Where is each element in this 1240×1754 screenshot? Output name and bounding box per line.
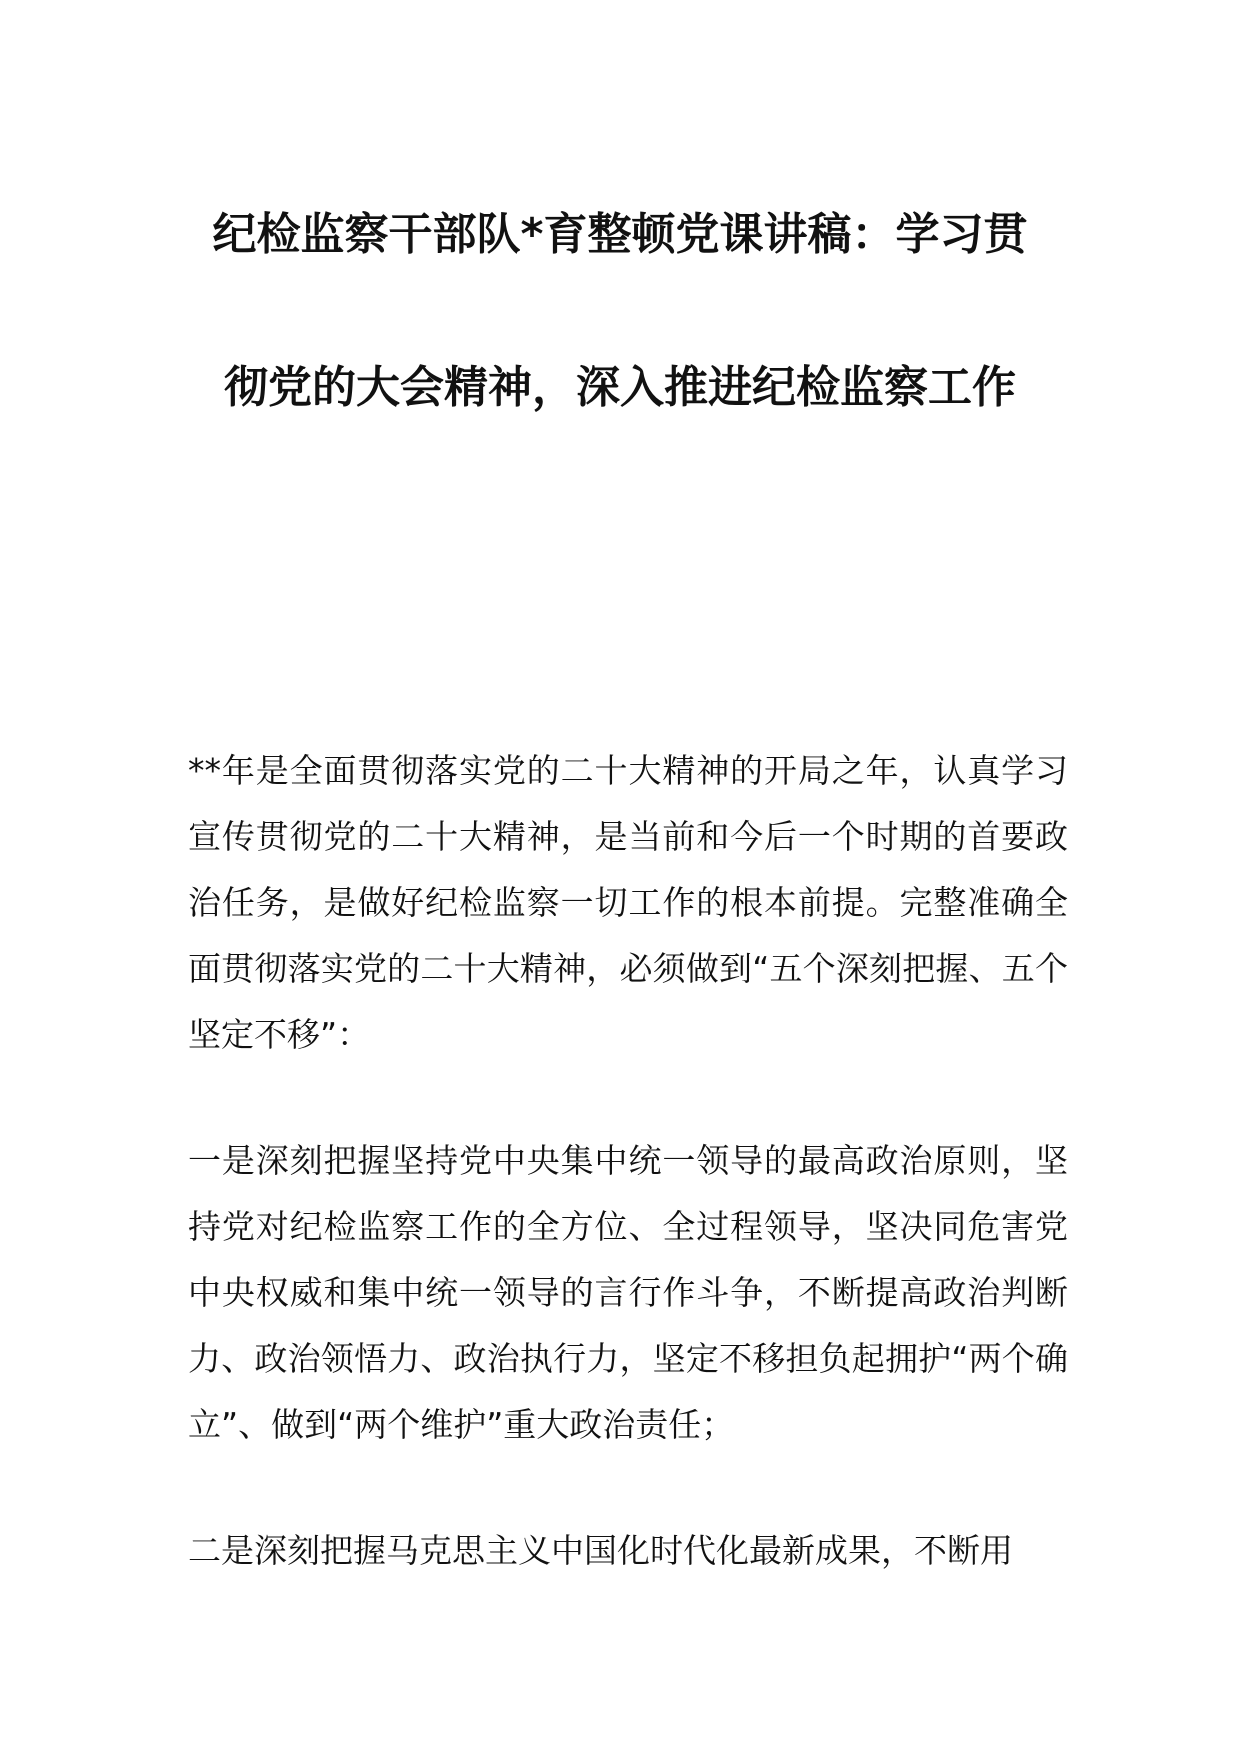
body-paragraph-second-point: 二是深刻把握马克思主义中国化时代化最新成果，不断用 xyxy=(188,1531,1013,1570)
document-title-line-2: 彻党的大会精神，深入推进纪检监察工作 xyxy=(224,362,1016,413)
body-paragraph-intro: **年是全面贯彻落实党的二十大精神的开局之年，认真学习宣传贯彻党的二十大精神，是当前和今后一个时期的首要政治任务，是做好纪检监察一切工作的根本前提。完整准确全面贯彻落实党的二十大精神，必须做到“五个深刻把握、五个坚定不移”： xyxy=(188,751,1068,1054)
document-title-line-1: 纪检监察干部队*育整顿党课讲稿：学习贯 xyxy=(212,209,1028,260)
body-paragraph-first-point: 一是深刻把握坚持党中央集中统一领导的最高政治原则，坚持党对纪检监察工作的全方位、全过程领导，坚决同危害党中央权威和集中统一领导的言行作斗争，不断提高政治判断力、政治领悟力、政治执行力，坚定不移担负起拥护“两个确立”、做到“两个维护”重大政治责任； xyxy=(188,1141,1068,1444)
